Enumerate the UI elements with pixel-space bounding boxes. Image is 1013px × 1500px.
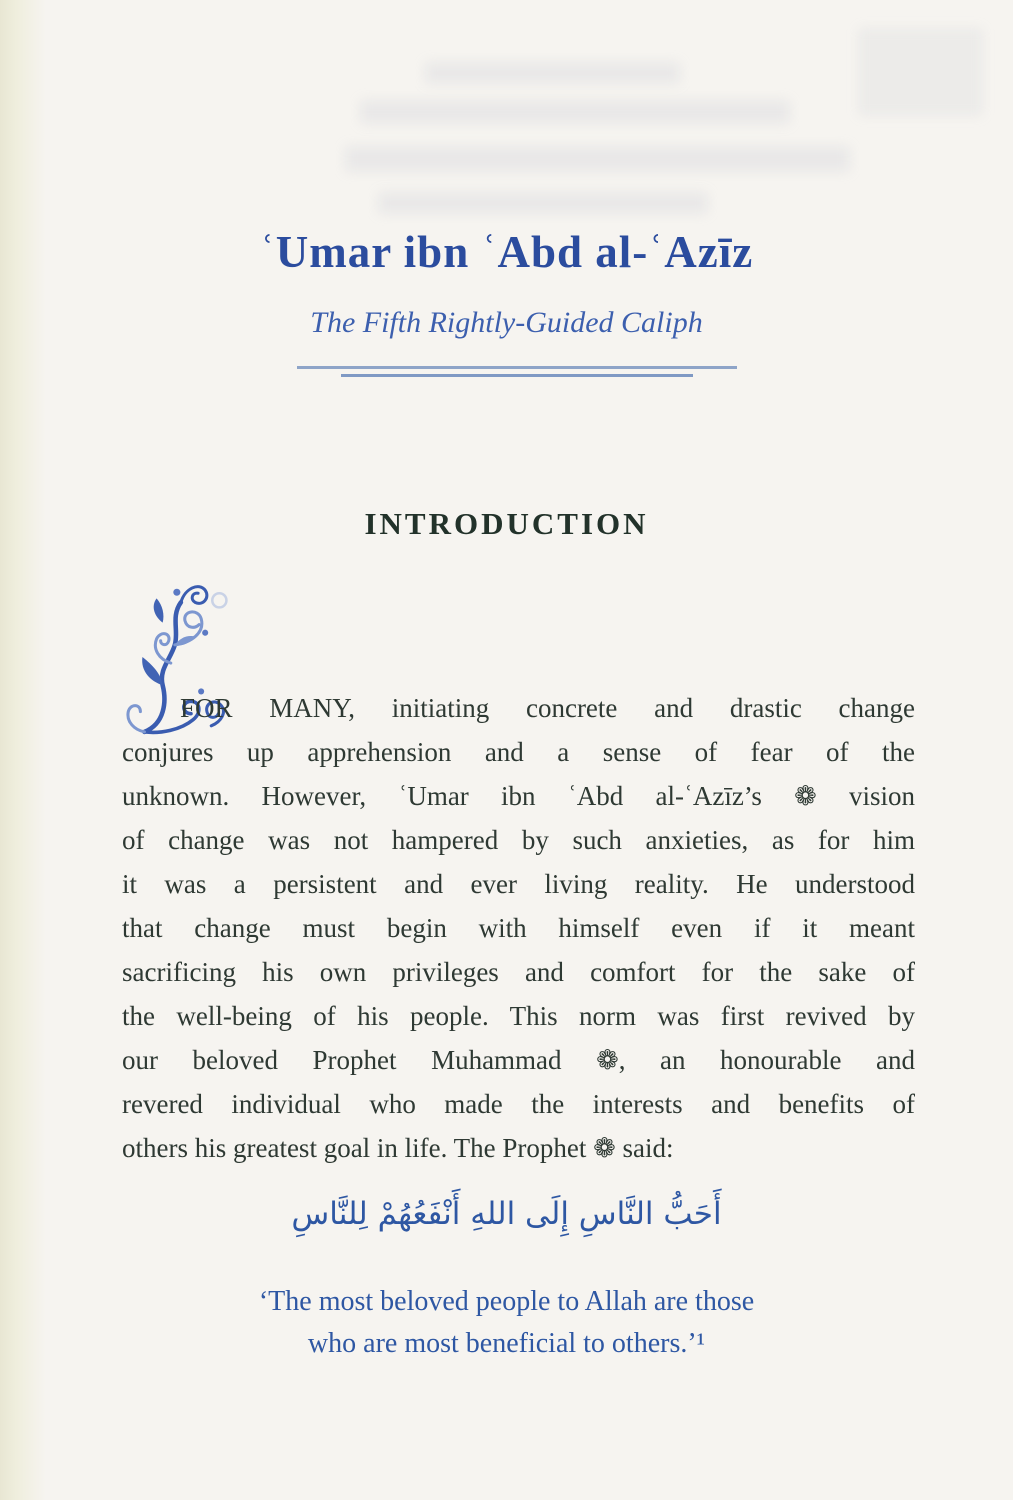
body-line: revered individual who made the interests and benefits of	[122, 1089, 915, 1119]
title-divider-top	[297, 366, 737, 369]
body-line: our beloved Prophet Muhammad ❁, an honourable and	[122, 1045, 915, 1075]
body-line: of change was not hampered by such anxieties, as for him	[122, 825, 915, 855]
page-showthrough	[425, 62, 680, 84]
page-showthrough	[858, 28, 983, 116]
body-line: sacrificing his own privileges and comfort for the sake of	[122, 957, 915, 987]
title-divider-bottom	[341, 374, 693, 377]
page-showthrough	[360, 100, 790, 124]
body-line: unknown. However, ʿUmar ibn ʿAbd al-ʿAzīz’s ❁ vision	[122, 781, 915, 811]
section-heading: INTRODUCTION	[364, 506, 649, 541]
page-showthrough	[345, 146, 850, 172]
body-line: FOR MANY, initiating concrete and drastic change	[180, 693, 915, 723]
body-paragraph	[122, 686, 915, 1170]
chapter-title: ʿUmar ibn ʿAbd al-ʿAzīz	[259, 227, 754, 277]
body-line: the well-being of his people. This norm was first revived by	[122, 1001, 915, 1031]
hadith-translation-line: ‘The most beloved people to Allah are those	[258, 1286, 755, 1317]
body-line: others his greatest goal in life. The Prophet ❁ said:	[122, 1133, 674, 1163]
page-showthrough	[378, 192, 708, 214]
hadith-translation-line: who are most beneficial to others.’¹	[307, 1328, 706, 1359]
body-line: conjures up apprehension and a sense of fear of the	[122, 737, 915, 767]
arabic-hadith-text: أَحَبُّ النَّاسِ إِلَى اللهِ أَنْفَعُهُمْ لِلنَّاسِ	[291, 1196, 722, 1232]
body-line: it was a persistent and ever living reality. He understood	[122, 869, 915, 899]
page-gutter-shading	[0, 0, 46, 1500]
chapter-subtitle: The Fifth Rightly-Guided Caliph	[310, 306, 703, 339]
body-line: that change must begin with himself even if it meant	[122, 913, 915, 943]
